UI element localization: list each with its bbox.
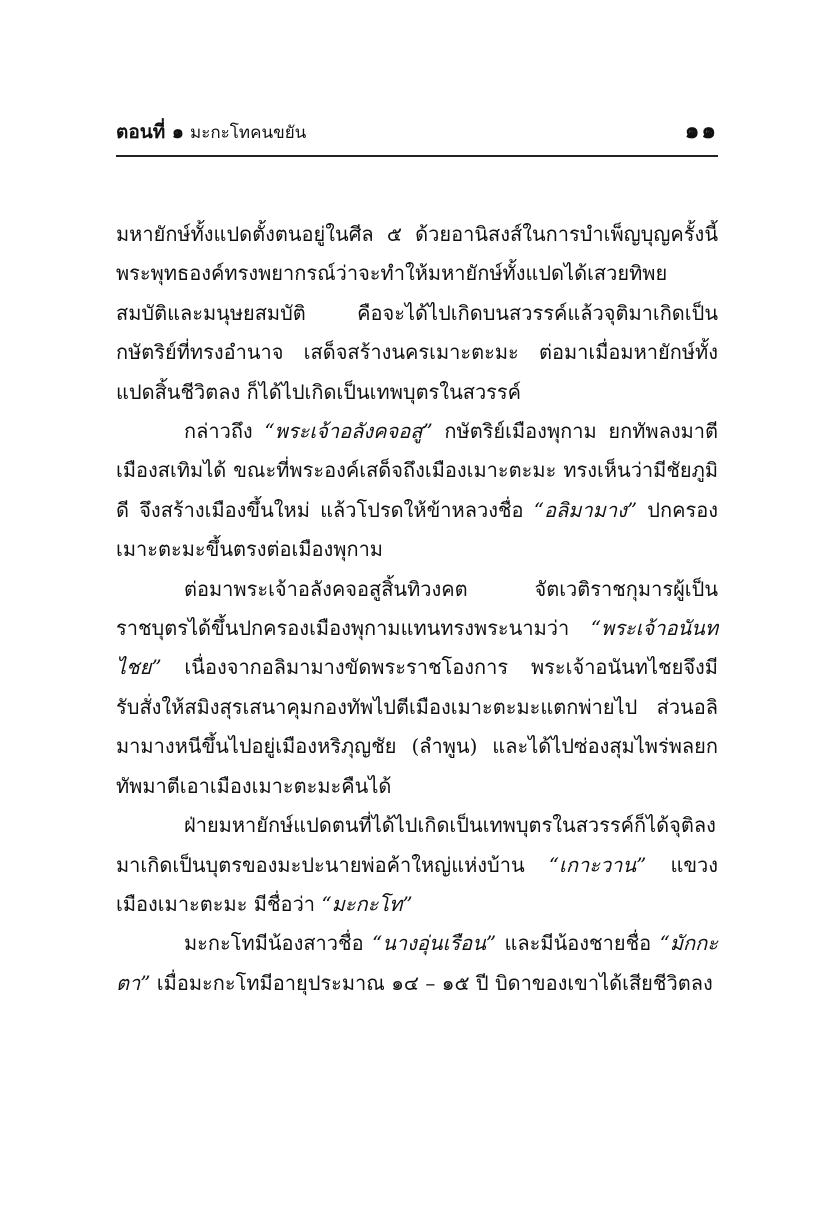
paragraph-text: เนื่องจากอลิมามางขัดพระราชโองการ พระเจ้าอนันทไชยจึงมีรับสั่งให้สมิงสุรเสนาคุมกองทัพไปตีเมืองเมาะตะมะแตกพ่ายไป ส่วนอลิมามางหนีขึ้นไปอยู่เมืองหริภุญชัย (ลำพูน) และได้ไปซ่องสุมไพร่พลยกทัพมาตีเอาเมืองเมาะตะมะคืนได้ — [116, 655, 718, 798]
chapter-title: มะกะโทคนขยัน — [190, 123, 307, 143]
body-text — [116, 215, 718, 1003]
paragraph-text: กษัตริย์เมืองพุกาม ยกทัพลงมาตีเมืองสเทิมได้ ขณะที่พระองค์เสด็จถึงเมืองเมาะตะมะ ทรงเห็นว่ามีชัยภูมิดี จึงสร้างเมืองขึ้นใหม่ แล้วโปรดให้ข้าหลวงชื่อ — [116, 419, 718, 522]
page-number: ๑๑ — [684, 117, 718, 144]
paragraph-text: มหายักษ์ทั้งแปดตั้งตนอยู่ในศีล ๕ ด้วยอานิสงส์ในการบำเพ็ญบุญครั้งนี้ พระพุทธองค์ทรงพยากรณ์ว่าจะทำให้มหายักษ์ทั้งแปดได้เสวยทิพยสมบัติและมนุษยสมบัติ คือจะได้ไปเกิดบนสวรรค์แล้วจุติมาเกิดเป็นกษัตริย์ที่ทรงอำนาจ เสด็จสร้างนครเมาะตะมะ ต่อมาเมื่อมหายักษ์ทั้งแปดสิ้นชีวิตลง ก็ได้ไปเกิดเป็นเทพบุตรในสวรรค์ — [116, 222, 718, 404]
paragraph-1 — [116, 215, 718, 412]
paragraph-text: ต่อมาพระเจ้าอลังคจอสูสิ้นทิวงคต จัตเวติราชกุมารผู้เป็นราชบุตรได้ขึ้นปกครองเมืองพุกามแทนทรงพระนามว่า — [116, 576, 718, 641]
paragraph-3 — [116, 570, 718, 806]
chapter-label: ตอนที่ ๑ — [116, 121, 184, 143]
paragraph-text: มะกะโทมีน้องสาวชื่อ — [184, 931, 373, 956]
quoted-name: “เกาะวาน” — [548, 852, 647, 877]
quoted-name: “พระเจ้าอนันทไชย” — [116, 616, 718, 680]
chapter-heading — [116, 118, 306, 147]
paragraph-2 — [116, 412, 718, 570]
quoted-name: “มักกะตา” — [116, 931, 718, 995]
quoted-name: “มะกะโท” — [321, 891, 413, 916]
quoted-name: “นางอุ่นเรือน” — [372, 931, 497, 956]
header-rule — [116, 155, 718, 157]
paragraph-5 — [116, 924, 718, 1003]
paragraph-4 — [116, 806, 718, 924]
quoted-name: “อลิมามาง” — [533, 497, 638, 522]
paragraph-text: แขวงเมืองเมาะตะมะ มีชื่อว่า — [116, 852, 719, 916]
paragraph-text: และมีน้องชายชื่อ — [496, 931, 660, 956]
paragraph-text: ปกครองเมาะตะมะขึ้นตรงต่อเมืองพุกาม — [116, 497, 718, 562]
paragraph-text: ฝ่ายมหายักษ์แปดตนที่ได้ไปเกิดเป็นเทพบุตรในสวรรค์ก็ได้จุติลงมาเกิดเป็นบุตรของมะปะนายพ่อค้าใหญ่แห่งบ้าน — [116, 813, 716, 877]
running-header — [116, 118, 718, 150]
paragraph-text: กล่าวถึง — [184, 419, 265, 444]
paragraph-text: เมื่อมะกะโทมีอายุประมาณ ๑๔ – ๑๕ ปี บิดาของเขาได้เสียชีวิตลง — [150, 970, 713, 995]
quoted-name: “พระเจ้าอลังคจอสู” — [264, 419, 433, 444]
